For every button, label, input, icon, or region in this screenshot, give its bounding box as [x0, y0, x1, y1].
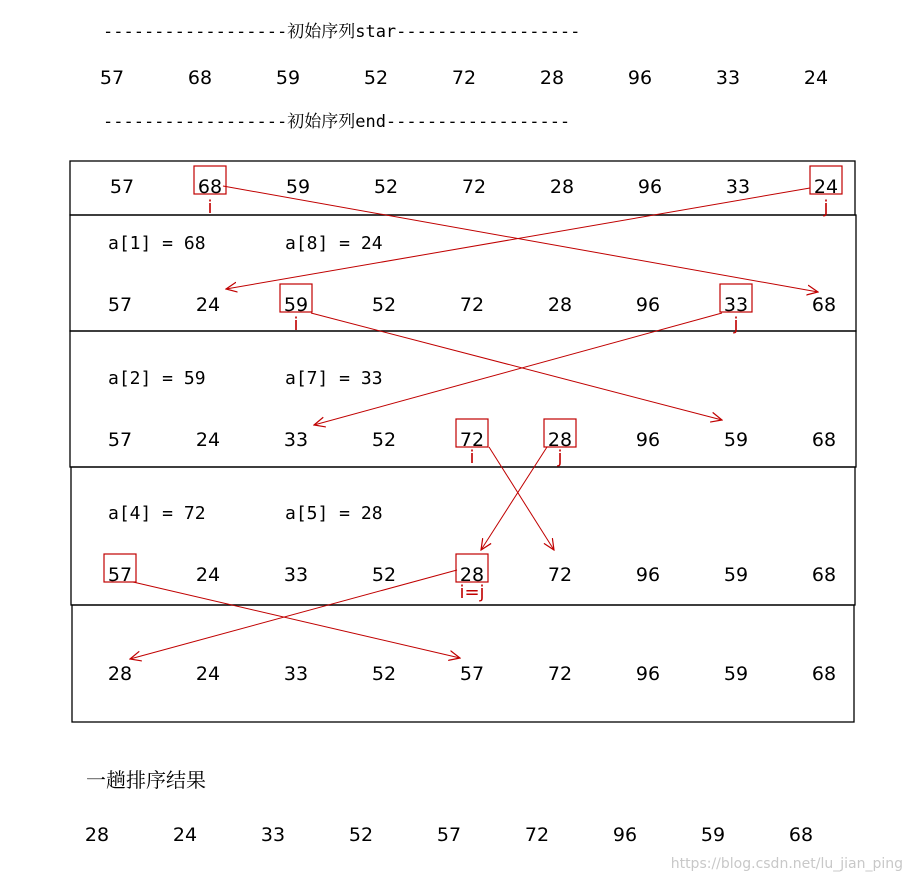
sequence-value: 96 — [635, 429, 661, 451]
sequence-value: 68 — [811, 564, 837, 586]
sequence-value: 52 — [371, 294, 397, 316]
pointer-label: j — [733, 314, 739, 335]
sequence-value: 68 — [811, 663, 837, 685]
sequence-value: 59 — [723, 663, 749, 685]
sequence-value: 33 — [283, 564, 309, 586]
arrow-28-to-pos4 — [481, 447, 547, 550]
step-5-row — [108, 663, 836, 685]
sequence-value: 72 — [459, 429, 485, 451]
step-2-row — [108, 284, 836, 335]
sequence-value: 33 — [725, 176, 751, 198]
initial-sequence-value: 96 — [627, 67, 653, 89]
initial-sequence-value: 28 — [539, 67, 565, 89]
sequence-value: 28 — [547, 294, 573, 316]
sequence-value: 57 — [107, 564, 133, 586]
sequence-value: 72 — [459, 294, 485, 316]
sequence-value: 57 — [107, 294, 133, 316]
result-title: 一趟排序结果 — [86, 768, 206, 792]
step-4-assign-left: a[4] = 72 — [108, 503, 206, 524]
result-sequence-value: 57 — [436, 824, 462, 846]
sequence-value: 72 — [547, 564, 573, 586]
sequence-value: 28 — [549, 176, 575, 198]
arrow-59-to-pos7 — [311, 313, 722, 420]
result-sequence — [85, 824, 813, 846]
sequence-value: 52 — [371, 429, 397, 451]
sequence-value: 24 — [195, 663, 221, 685]
header-end-line: ------------------初始序列end------------------ — [103, 112, 571, 132]
sequence-value: 24 — [195, 564, 221, 586]
sequence-value: 24 — [195, 429, 221, 451]
pointer-label: j — [557, 447, 563, 468]
pointer-label: i — [207, 197, 213, 218]
step-3-assign-left: a[2] = 59 — [108, 368, 206, 389]
sequence-value: 68 — [811, 294, 837, 316]
sequence-value: 68 — [811, 429, 837, 451]
initial-sequence-value: 24 — [803, 67, 829, 89]
sequence-value: 57 — [459, 663, 485, 685]
initial-sequence-value: 59 — [275, 67, 301, 89]
sequence-value: 96 — [637, 176, 663, 198]
sequence-value: 33 — [283, 429, 309, 451]
sequence-value: 24 — [813, 176, 839, 198]
initial-sequence-value: 72 — [451, 67, 477, 89]
sequence-value: 57 — [107, 429, 133, 451]
initial-sequence — [100, 67, 828, 89]
sequence-value: 96 — [635, 564, 661, 586]
pointer-label: i — [469, 447, 475, 468]
initial-sequence-value: 68 — [187, 67, 213, 89]
result-sequence-value: 28 — [84, 824, 110, 846]
sequence-value: 28 — [547, 429, 573, 451]
result-sequence-value: 68 — [788, 824, 814, 846]
step-rows — [104, 166, 842, 685]
step-3-row — [108, 419, 836, 468]
step-4-row — [104, 554, 836, 603]
sequence-value: 52 — [373, 176, 399, 198]
result-sequence-value: 59 — [700, 824, 726, 846]
arrow-72-to-pos5 — [489, 447, 554, 550]
sequence-value: 28 — [459, 564, 485, 586]
sequence-value: 59 — [723, 429, 749, 451]
sequence-value: 59 — [723, 564, 749, 586]
sequence-value: 68 — [197, 176, 223, 198]
sequence-value: 59 — [283, 294, 309, 316]
sequence-value: 33 — [723, 294, 749, 316]
step-3-assign-right: a[7] = 33 — [285, 368, 383, 389]
arrow-57-to-pos4 — [133, 582, 460, 658]
sequence-value: 52 — [371, 663, 397, 685]
initial-sequence-value: 57 — [99, 67, 125, 89]
sequence-value: 57 — [109, 176, 135, 198]
header-start-line: ------------------初始序列star------------------ — [103, 22, 581, 42]
sequence-value: 72 — [461, 176, 487, 198]
initial-sequence-value: 52 — [363, 67, 389, 89]
sequence-value: 24 — [195, 294, 221, 316]
result-sequence-value: 52 — [348, 824, 374, 846]
result-sequence-value: 96 — [612, 824, 638, 846]
result-sequence-value: 72 — [524, 824, 550, 846]
initial-sequence-value: 33 — [715, 67, 741, 89]
sequence-value: 72 — [547, 663, 573, 685]
step-4-assign-right: a[5] = 28 — [285, 503, 383, 524]
pointer-label: j — [823, 197, 829, 218]
sequence-value: 52 — [371, 564, 397, 586]
pointer-label: i — [293, 314, 299, 335]
sequence-value: 33 — [283, 663, 309, 685]
sequence-value: 96 — [635, 294, 661, 316]
step-1-row — [110, 166, 842, 218]
step-2-assign-right: a[8] = 24 — [285, 233, 383, 254]
result-sequence-value: 33 — [260, 824, 286, 846]
sequence-value: 59 — [285, 176, 311, 198]
result-sequence-value: 24 — [172, 824, 198, 846]
sequence-value: 28 — [107, 663, 133, 685]
watermark: https://blog.csdn.net/lu_jian_ping — [670, 856, 903, 872]
step-2-assign-left: a[1] = 68 — [108, 233, 206, 254]
sequence-value: 96 — [635, 663, 661, 685]
pointer-label: i=j — [459, 582, 485, 603]
